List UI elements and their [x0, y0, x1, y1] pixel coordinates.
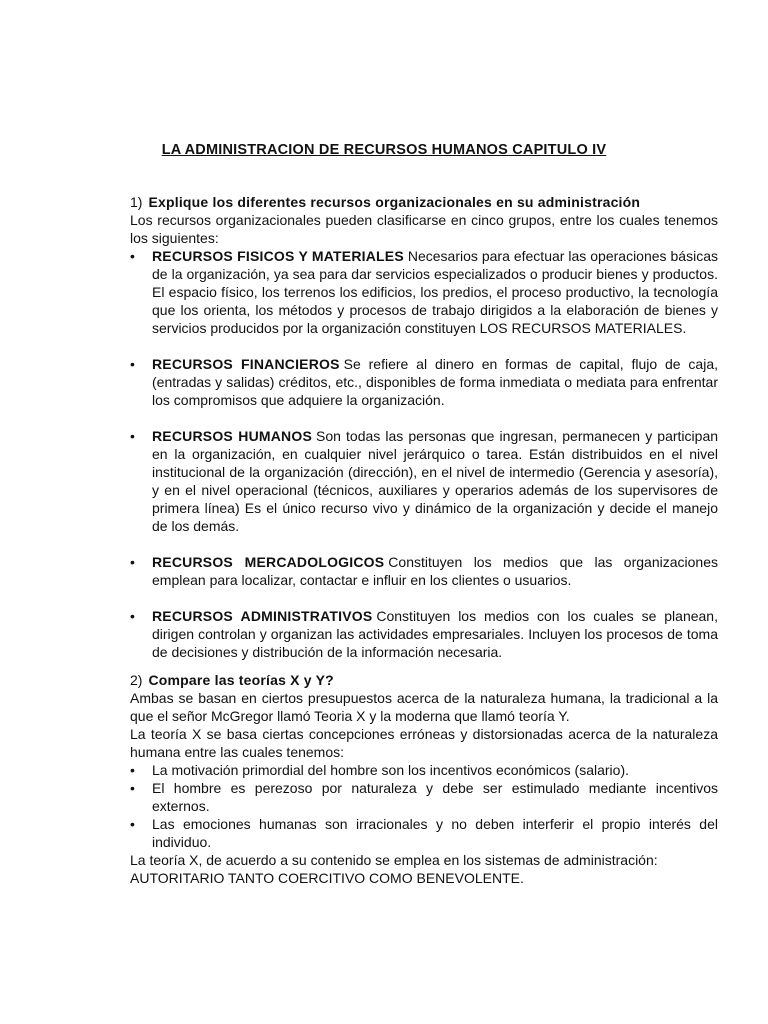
bullet-icon: • [130, 780, 135, 796]
list-item-term: RECURSOS HUMANOS [152, 428, 312, 444]
question-text: Compare las teorías X y Y? [148, 672, 334, 688]
list-item-text: Se refiere al dinero en formas de capital, flujo de caja, (entradas y salidas) créditos, etc., disponibles de forma inmediata o mediata para enfrentar los compromisos que adquiere la organización. [152, 356, 718, 408]
list-item [130, 607, 718, 661]
question-number: 1) [130, 194, 143, 210]
bullet-icon: • [130, 554, 135, 570]
list-item [130, 355, 718, 409]
bullet-icon: • [130, 248, 135, 264]
document-title: LA ADMINISTRACION DE RECURSOS HUMANOS CAPITULO IV [161, 142, 607, 158]
list-item [130, 427, 718, 535]
question-1 [130, 193, 718, 211]
list-item-text: Son todas las personas que ingresan, permanecen y participan en la organización, en cualquier nivel jerárquico o tarea. Están distribuidos en el nivel institucional de la organización (dirección), en el nivel de intermedio (Gerencia y asesoría), y en el nivel operacional (técnicos, auxiliares y operarios además de los supervisores de primera línea) Es el único recurso vivo y dinámico de la organización y decide el manejo de los demás. [152, 428, 719, 534]
list-item-text: Las emociones humanas son irracionales y no deben interferir el propio interés del individuo. [152, 816, 718, 850]
q2-paragraph-1: Ambas se basan en ciertos presupuestos acerca de la naturaleza humana, la tradicional a la que el señor McGregor llamó Teoria X y la moderna que llamó teoría Y. [130, 690, 718, 724]
list-item-term: RECURSOS FINANCIEROS [152, 356, 340, 372]
list-item [130, 779, 718, 815]
list-item-term: RECURSOS ADMINISTRATIVOS [152, 608, 373, 624]
q1-intro-paragraph: Los recursos organizacionales pueden clasificarse en cinco grupos, entre los cuales tenemos los siguientes: [130, 212, 718, 246]
bullet-icon: • [130, 608, 135, 624]
theory-x-list [130, 761, 718, 851]
bullet-icon: • [130, 428, 135, 444]
list-item-term: RECURSOS FISICOS Y MATERIALES [152, 248, 404, 264]
list-item [130, 553, 718, 589]
list-item-text: Necesarios para efectuar las operaciones básicas de la organización, ya sea para dar servicios especializados o producir bienes y productos. El espacio físico, los terrenos los edificios, los predios, el proceso productivo, la tecnología que los orienta, los métodos y procesos de trabajo dirigidos a la elaboración de bienes y servicios producidos por la organización constituyen LOS RECURSOS MATERIALES. [152, 248, 718, 336]
q2-paragraph-2: La teoría X se basa ciertas concepciones erróneas y distorsionadas acerca de la naturaleza humana entre las cuales tenemos: [130, 726, 718, 760]
list-item [130, 761, 718, 779]
bullet-icon: • [130, 356, 135, 372]
list-item-text: La motivación primordial del hombre son los incentivos económicos (salario). [152, 762, 629, 778]
resources-list [130, 247, 718, 661]
list-item-text: El hombre es perezoso por naturaleza y debe ser estimulado mediante incentivos externos. [152, 780, 718, 814]
bullet-icon: • [130, 816, 135, 832]
list-item [130, 247, 718, 337]
list-item-term: RECURSOS MERCADOLOGICOS [152, 554, 385, 570]
list-item [130, 815, 718, 851]
question-text: Explique los diferentes recursos organizacionales en su administración [148, 194, 641, 210]
bullet-icon: • [130, 762, 135, 778]
list-item-text: Constituyen los medios que las organizaciones emplean para localizar, contactar e influir en los clientes o usuarios. [152, 554, 718, 588]
q2-paragraph-3: La teoría X, de acuerdo a su contenido se emplea en los sistemas de administración: AUTORITARIO TANTO COERCITIVO COMO BENEVOLENTE. [130, 852, 658, 886]
question-number: 2) [130, 672, 143, 688]
document-body [130, 193, 718, 887]
list-item-text: Constituyen los medios con los cuales se planean, dirigen controlan y organizan las actividades empresariales. Incluyen los procesos de toma de decisiones y distribución de la información necesaria. [152, 608, 718, 660]
question-2 [130, 671, 718, 689]
